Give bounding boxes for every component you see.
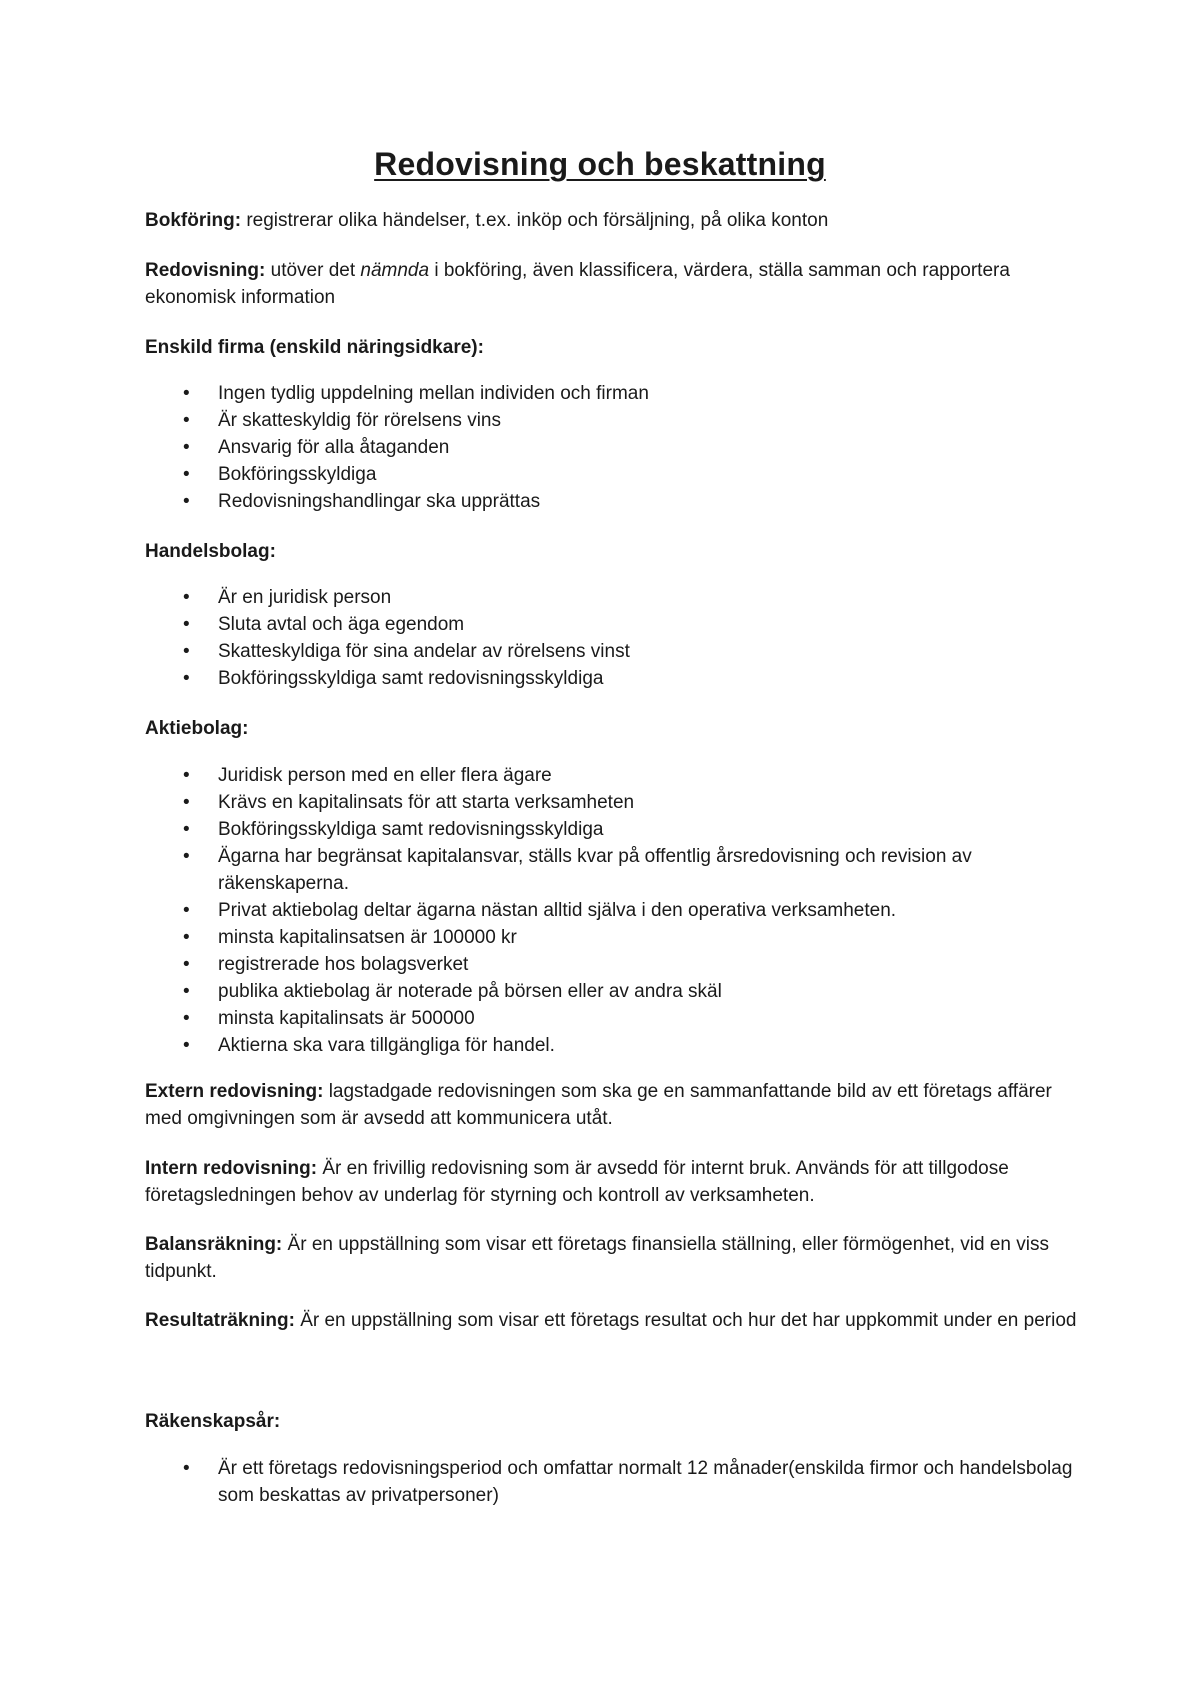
- redovisning-text-after: i bokföring, även klassificera, värdera, ställa samman och rapportera ekonomisk information: [145, 260, 1010, 308]
- list-item: • publika aktiebolag är noterade på börsen eller av andra skäl: [145, 978, 1085, 1005]
- list-item: • minsta kapitalinsatsen är 100000 kr: [145, 924, 1085, 951]
- rakenskapsar-list: [145, 1455, 1085, 1509]
- extern-term: Extern redovisning:: [145, 1081, 324, 1102]
- page-title: Redovisning och beskattning: [374, 146, 826, 182]
- handelsbolag-heading: Handelsbolag:: [145, 541, 276, 562]
- extern-redovisning-paragraph: [145, 1078, 1085, 1132]
- bullet-icon: •: [183, 410, 190, 431]
- bullet-icon: •: [183, 927, 190, 948]
- enskild-firma-heading: Enskild firma (enskild näringsidkare):: [145, 337, 484, 358]
- bullet-icon: •: [183, 587, 190, 608]
- bullet-icon: •: [183, 437, 190, 458]
- list-item: • Ägarna har begränsat kapitalansvar, ställs kvar på offentlig årsredovisning och revision av räkenskaperna.: [145, 843, 1085, 897]
- balansrakning-paragraph: [145, 1231, 1085, 1285]
- bullet-icon: •: [183, 641, 190, 662]
- bullet-icon: •: [183, 464, 190, 485]
- list-item: • Sluta avtal och äga egendom: [145, 611, 1085, 638]
- bullet-icon: •: [183, 383, 190, 404]
- bullet-icon: •: [183, 614, 190, 635]
- list-item: • Juridisk person med en eller flera ägare: [145, 762, 1085, 789]
- bullet-icon: •: [183, 668, 190, 689]
- bullet-icon: •: [183, 1035, 190, 1056]
- bokforing-paragraph: [145, 207, 1085, 234]
- bullet-icon: •: [183, 1008, 190, 1029]
- bullet-icon: •: [183, 792, 190, 813]
- handelsbolag-list: [145, 584, 1085, 692]
- list-item: • minsta kapitalinsats är 500000: [145, 1005, 1085, 1032]
- list-item: • Är en juridisk person: [145, 584, 1085, 611]
- intern-text: Är en frivillig redovisning som är avsedd för internt bruk. Används för att tillgodose företagsledningen behov av underlag för styrning och kontroll av verksamheten.: [145, 1158, 1009, 1206]
- list-item: • Aktierna ska vara tillgängliga för handel.: [145, 1032, 1085, 1059]
- aktiebolag-list: [145, 762, 1085, 1059]
- enskild-firma-list: [145, 380, 1085, 515]
- list-item: • Privat aktiebolag deltar ägarna nästan alltid själva i den operativa verksamheten.: [145, 897, 1085, 924]
- redovisning-emphasis: nämnda: [360, 260, 430, 281]
- bullet-icon: •: [183, 1458, 190, 1479]
- list-item: • Krävs en kapitalinsats för att starta verksamheten: [145, 789, 1085, 816]
- intern-term: Intern redovisning:: [145, 1158, 318, 1179]
- list-item: • registrerade hos bolagsverket: [145, 951, 1085, 978]
- bokforing-text: registrerar olika händelser, t.ex. inköp och försäljning, på olika konton: [241, 210, 829, 231]
- bullet-icon: •: [183, 981, 190, 1002]
- bullet-icon: •: [183, 765, 190, 786]
- list-item: • Bokföringsskyldiga: [145, 461, 1085, 488]
- intern-redovisning-paragraph: [145, 1155, 1085, 1209]
- list-item: • Redovisningshandlingar ska upprättas: [145, 488, 1085, 515]
- redovisning-term: Redovisning:: [145, 260, 266, 281]
- list-item: • Ansvarig för alla åtaganden: [145, 434, 1085, 461]
- bullet-icon: •: [183, 819, 190, 840]
- bullet-icon: •: [183, 846, 190, 867]
- bokforing-term: Bokföring:: [145, 210, 242, 231]
- aktiebolag-heading: Aktiebolag:: [145, 718, 249, 739]
- bullet-icon: •: [183, 491, 190, 512]
- list-item: • Är ett företags redovisningsperiod och omfattar normalt 12 månader(enskilda firmor och handelsbolag som beskattas av privatpersoner): [145, 1455, 1085, 1509]
- resultatrakning-paragraph: [145, 1307, 1085, 1334]
- list-item: • Ingen tydlig uppdelning mellan individen och firman: [145, 380, 1085, 407]
- list-item: • Är skatteskyldig för rörelsens vins: [145, 407, 1085, 434]
- balans-text: Är en uppställning som visar ett företags finansiella ställning, eller förmögenhet, vid en viss tidpunkt.: [145, 1234, 1049, 1282]
- bullet-icon: •: [183, 954, 190, 975]
- rakenskapsar-heading: Räkenskapsår:: [145, 1411, 281, 1432]
- list-item: • Bokföringsskyldiga samt redovisningsskyldiga: [145, 665, 1085, 692]
- list-item: • Skatteskyldiga för sina andelar av rörelsens vinst: [145, 638, 1085, 665]
- redovisning-text-before: utöver det: [265, 260, 361, 281]
- redovisning-paragraph: [145, 257, 1085, 311]
- bullet-icon: •: [183, 900, 190, 921]
- list-item: • Bokföringsskyldiga samt redovisningsskyldiga: [145, 816, 1085, 843]
- resultat-term: Resultaträkning:: [145, 1310, 295, 1331]
- extern-text: lagstadgade redovisningen som ska ge en sammanfattande bild av ett företags affärer med omgivningen som är avsedd att kommunicera utåt.: [145, 1081, 1052, 1129]
- balans-term: Balansräkning:: [145, 1234, 283, 1255]
- resultat-text: Är en uppställning som visar ett företags resultat och hur det har uppkommit under en period: [294, 1310, 1077, 1331]
